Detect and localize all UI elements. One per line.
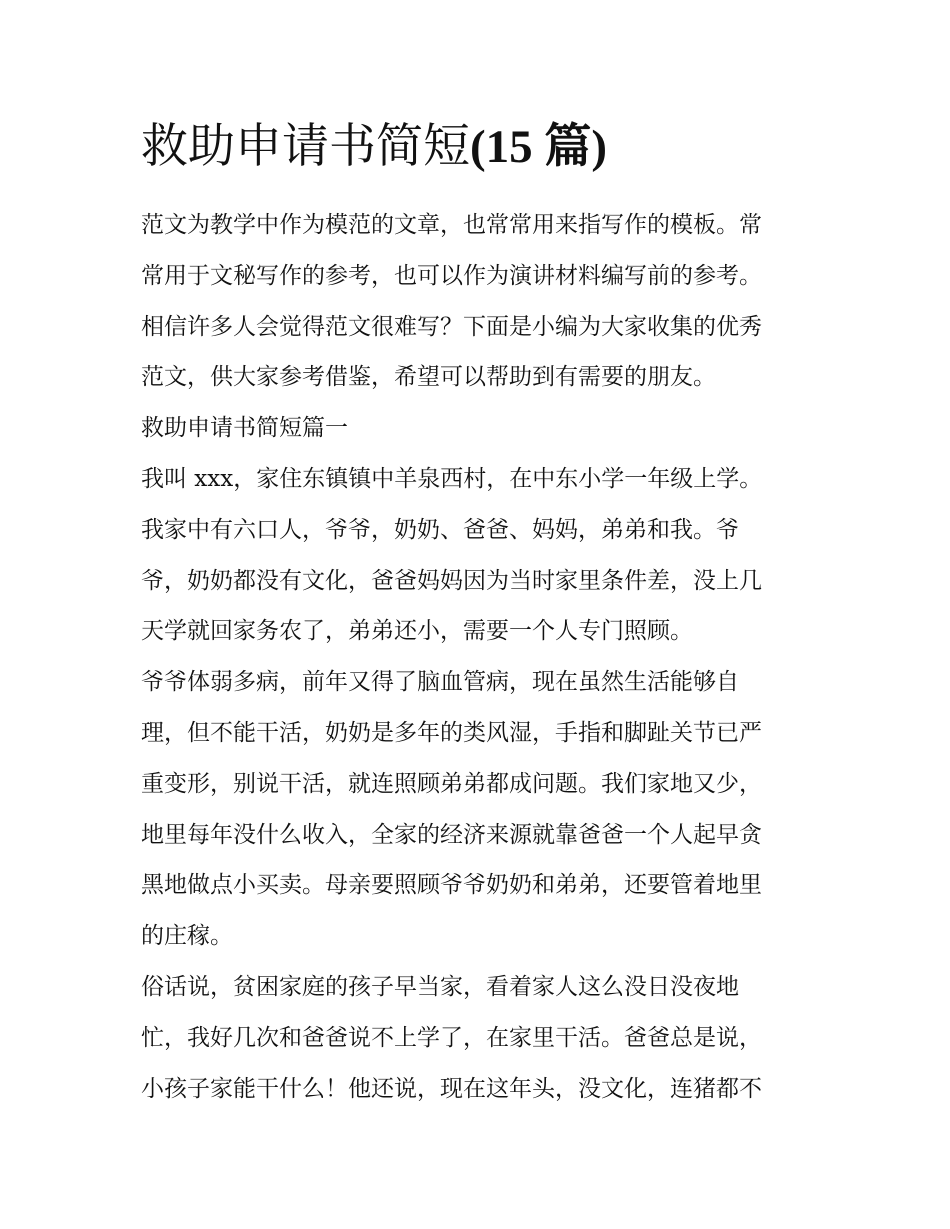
title-suffix: (15 篇) [470,121,608,173]
title-main: 救助申请书简短 [141,119,470,174]
paragraph-line: 小孩子家能干什么！他还说，现在这年头，没文化，连猪都不 [141,1075,762,1102]
paragraph-line: 忙，我好几次和爸爸说不上学了，在家里干活。爸爸总是说， [141,1024,762,1051]
document-title [141,112,821,182]
intro-line: 范文，供大家参考借鉴，希望可以帮助到有需要的朋友。 [141,364,716,391]
paragraph-line: 爷，奶奶都没有文化，爸爸妈妈因为当时家里条件差，没上几 [141,567,762,594]
intro-line: 相信许多人会觉得范文很难写？下面是小编为大家收集的优秀 [141,313,762,340]
section-heading: 救助申请书简短篇一 [141,415,348,442]
paragraph-line: 黑地做点小买卖。母亲要照顾爷爷奶奶和弟弟，还要管着地里 [141,872,762,899]
paragraph-line: 地里每年没什么收入，全家的经济来源就靠爸爸一个人起早贪 [141,821,762,848]
body-paragraph-2 [141,657,821,962]
intro-line: 常用于文秘写作的参考，也可以作为演讲材料编写前的参考。 [141,262,762,289]
paragraph-line: 我叫 xxx，家住东镇镇中羊泉西村，在中东小学一年级上学。 [141,465,763,492]
intro-line: 范文为教学中作为模范的文章，也常常用来指写作的模板。常 [141,212,762,238]
paragraph-line: 天学就回家务农了，弟弟还小，需要一个人专门照顾。 [141,618,693,645]
document-body [141,112,821,1114]
paragraph-line: 重变形，别说干活，就连照顾弟弟都成问题。我们家地又少， [141,770,762,797]
paragraph-line: 的庄稼。 [141,923,233,950]
paragraph-line: 理，但不能干活，奶奶是多年的类风湿，手指和脚趾关节已严 [141,719,762,746]
body-paragraph-3 [141,962,821,1114]
paragraph-line: 爷爷体弱多病，前年又得了脑血管病，现在虽然生活能够自 [141,669,739,696]
paragraph-line: 俗话说，贫困家庭的孩子早当家，看着家人这么没日没夜地 [141,973,739,1000]
paragraph-line: 我家中有六口人，爷爷，奶奶、爸爸、妈妈，弟弟和我。爷 [141,516,739,543]
intro-paragraph [141,200,821,403]
body-paragraph-1 [141,454,821,657]
